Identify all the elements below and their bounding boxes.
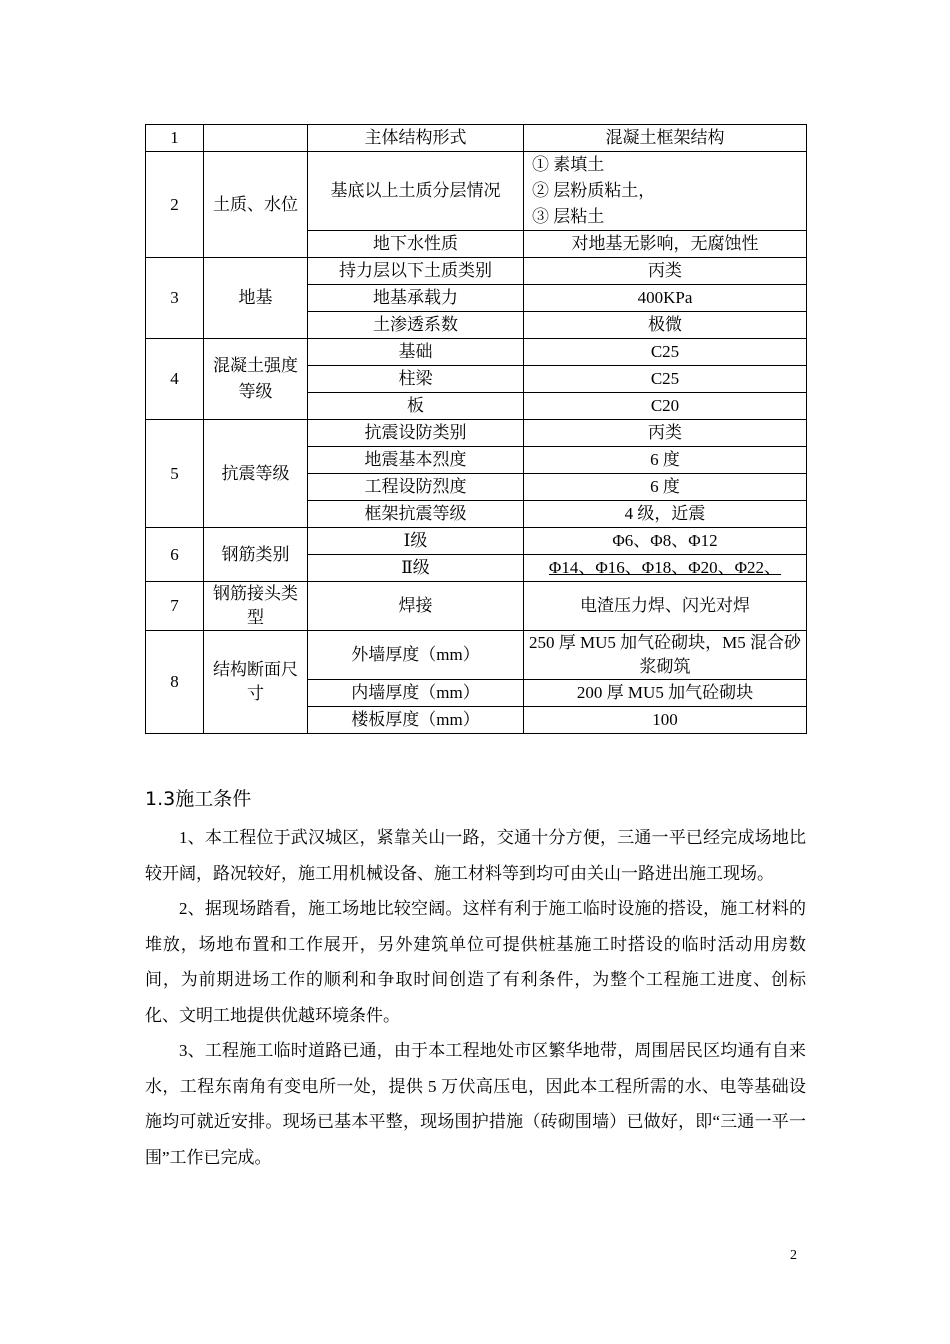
- table-row: [146, 125, 807, 152]
- item-cell: 内墙厚度（mm）: [308, 680, 524, 707]
- row-number: 8: [146, 631, 204, 734]
- soil-layer: ② 层粉质粘土，: [532, 181, 656, 200]
- value-cell: 极微: [524, 312, 807, 339]
- item-cell: 楼板厚度（mm）: [308, 707, 524, 734]
- value-cell: 400KPa: [524, 285, 807, 312]
- item-cell: 地震基本烈度: [308, 447, 524, 474]
- category-cell: 钢筋接头类型: [204, 582, 308, 631]
- value-cell: 混凝土框架结构: [524, 125, 807, 152]
- row-number: 7: [146, 582, 204, 631]
- category-cell: 结构断面尺寸: [204, 631, 308, 734]
- row-number: 4: [146, 339, 204, 420]
- value-cell: 100: [524, 707, 807, 734]
- item-cell: 抗震设防类别: [308, 420, 524, 447]
- paragraph: 3、工程施工临时道路已通，由于本工程地处市区繁华地带，周围居民区均通有自来水，工程东南角有变电所一处，提供 5 万伏高压电，因此本工程所需的水、电等基础设施均可就近安排。现场已基本平整，现场围护措施（砖砌围墙）已做好，即“三通一平一围”工作已完成。: [145, 1041, 806, 1167]
- value-cell: 丙类: [524, 420, 807, 447]
- soil-layer: ③ 层粘土: [532, 207, 605, 226]
- category-cell: 土质、水位: [204, 152, 308, 258]
- item-cell: 外墙厚度（mm）: [308, 631, 524, 680]
- category-cell: 地基: [204, 258, 308, 339]
- category-cell: 钢筋类别: [204, 528, 308, 582]
- item-cell: 持力层以下土质类别: [308, 258, 524, 285]
- row-number: 2: [146, 152, 204, 258]
- value-cell: 4 级，近震: [524, 501, 807, 528]
- value-cell: 对地基无影响，无腐蚀性: [524, 231, 807, 258]
- value-cell: Φ6、Φ8、Φ12: [524, 528, 807, 555]
- item-cell: 工程设防烈度: [308, 474, 524, 501]
- item-cell: Ⅰ级: [308, 528, 524, 555]
- item-cell: 基底以上土质分层情况: [308, 152, 524, 231]
- page-number: 2: [790, 1248, 797, 1263]
- value-cell: 6 度: [524, 474, 807, 501]
- category-cell: [204, 125, 308, 152]
- category-cell: 抗震等级: [204, 420, 308, 528]
- construction-info-table: [145, 124, 807, 734]
- section-title: 1.3施工条件: [145, 788, 252, 810]
- item-cell: 地基承载力: [308, 285, 524, 312]
- value-cell: C25: [524, 339, 807, 366]
- paragraph: 2、据现场踏看，施工场地比较空阔。这样有利于施工临时设施的搭设，施工材料的堆放，场地布置和工作展开，另外建筑单位可提供桩基施工时搭设的临时活动用房数间，为前期进场工作的顺利和争取时间创造了有利条件，为整个工程施工进度、创标化、文明工地提供优越环境条件。: [145, 899, 806, 1025]
- table-row: [146, 258, 807, 285]
- value-cell: 200 厚 MU5 加气砼砌块: [524, 680, 807, 707]
- value-cell: Φ14、Φ16、Φ18、Φ20、Φ22、: [524, 555, 807, 582]
- value-cell: C25: [524, 366, 807, 393]
- value-cell: 丙类: [524, 258, 807, 285]
- item-cell: 焊接: [308, 582, 524, 631]
- paragraph: 1、本工程位于武汉城区，紧靠关山一路，交通十分方便，三通一平已经完成场地比较开阔，路况较好，施工用机械设备、施工材料等到均可由关山一路进出施工现场。: [145, 828, 806, 883]
- row-number: 1: [146, 125, 204, 152]
- item-cell: 土渗透系数: [308, 312, 524, 339]
- item-cell: 柱梁: [308, 366, 524, 393]
- soil-layers-cell: [524, 152, 807, 231]
- item-cell: 主体结构形式: [308, 125, 524, 152]
- item-cell: 板: [308, 393, 524, 420]
- row-number: 5: [146, 420, 204, 528]
- table-row: [146, 152, 807, 231]
- value-cell: 电渣压力焊、闪光对焊: [524, 582, 807, 631]
- section-body: [145, 820, 806, 1175]
- item-cell: Ⅱ级: [308, 555, 524, 582]
- table-row: [146, 582, 807, 631]
- item-cell: 基础: [308, 339, 524, 366]
- row-number: 6: [146, 528, 204, 582]
- table-row: [146, 339, 807, 366]
- table-row: [146, 631, 807, 680]
- soil-layer: ① 素填土: [532, 155, 605, 174]
- row-number: 3: [146, 258, 204, 339]
- table-row: [146, 420, 807, 447]
- item-cell: 地下水性质: [308, 231, 524, 258]
- value-cell: 6 度: [524, 447, 807, 474]
- table-row: [146, 528, 807, 555]
- item-cell: 框架抗震等级: [308, 501, 524, 528]
- value-cell: 250 厚 MU5 加气砼砌块，M5 混合砂浆砌筑: [524, 631, 807, 680]
- value-cell: C20: [524, 393, 807, 420]
- category-cell: 混凝土强度等级: [204, 339, 308, 420]
